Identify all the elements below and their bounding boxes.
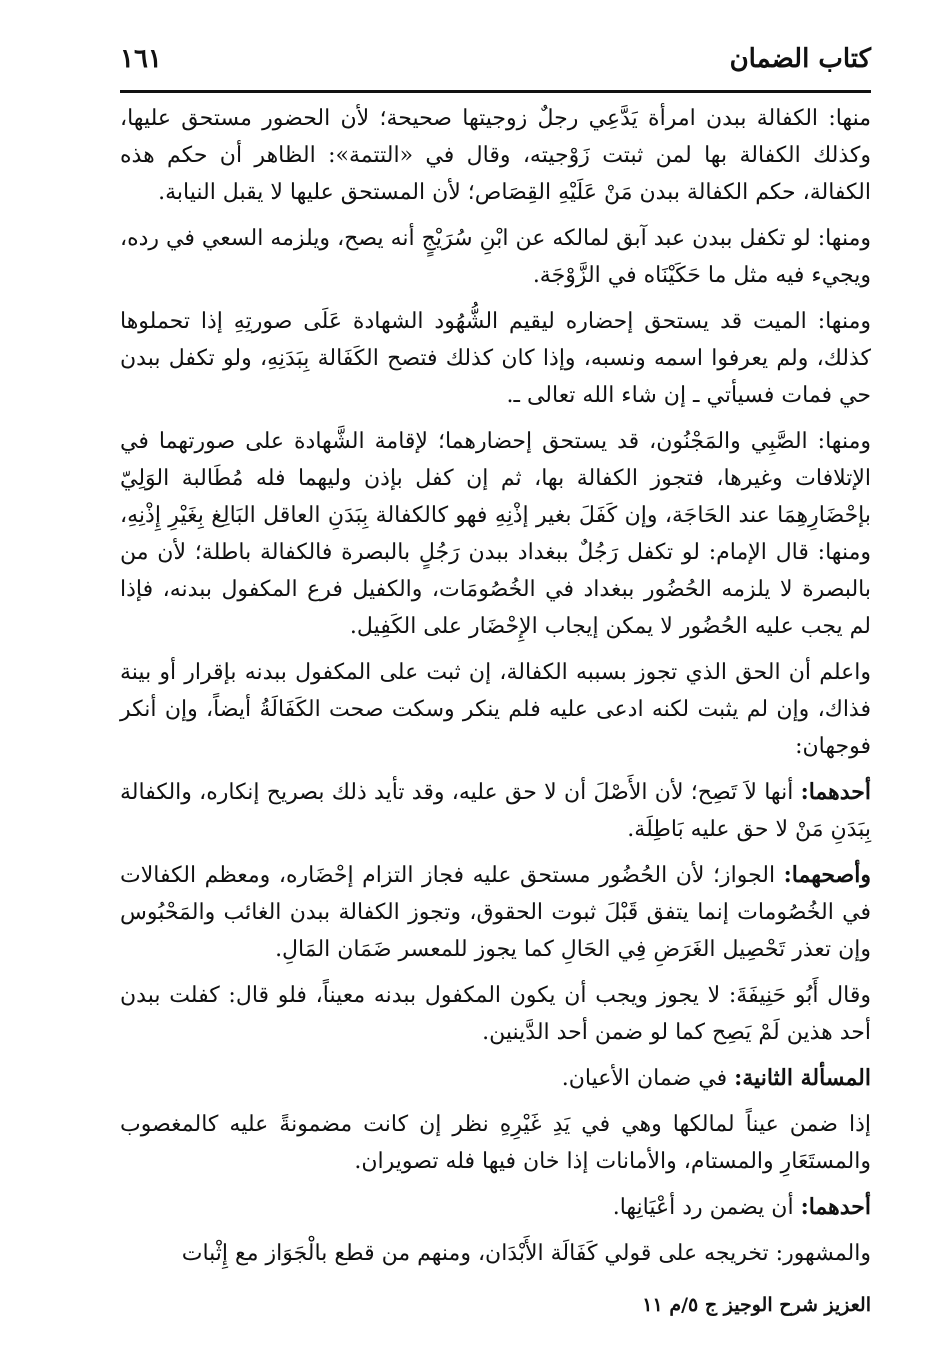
paragraph-text: منها: الكفالة ببدن امرأة يَدَّعِي رجلٌ زوجيتها صحيحة؛ لأن الحضور مستحق عليها، وكذلك الكفالة بها لمن ثبتت زَوْجيته، وقال في «التتمة»: الظاهر أن حكم هذه الكفالة، حكم الكفالة ببدن مَنْ عَلَيْهِ القِصَاص؛ لأن المستحق عليها لا يقبل النيابة. <box>120 106 871 205</box>
paragraph <box>120 1189 871 1226</box>
paragraph <box>120 303 871 414</box>
paragraph-lead: المسألة الثانية: <box>734 1065 871 1091</box>
footer-signature: العزيز شرح الوجيز ج ٥/م ١١ <box>642 1294 871 1316</box>
paragraph <box>120 654 871 765</box>
header-rule <box>120 90 871 93</box>
paragraph <box>120 1060 871 1097</box>
paragraph-lead: أحدهما: <box>800 779 871 805</box>
paragraph <box>120 423 871 645</box>
paragraph <box>120 220 871 294</box>
paragraph-text: ومنها: لو تكفل ببدن عبد آبق لمالكه عن ابْنِ سُرَيْجٍ أنه يصح، ويلزمه السعي في رده، ويجيء فيه مثل ما حَكَيْنَاه في الزَّوْجَة. <box>120 226 871 288</box>
paragraph-text: ومنها: الصَّبِي والمَجْنُون، قد يستحق إحضارهما؛ لإقامة الشَّهادة على صورتهما في الإتلافات وغيرها، فتجوز الكفالة بها، ثم إن كفل بإذن وليهما فله مُطَالبة الوَلِيّ بإحْضَارِهِمَا عند الحَاجَة، وإن كَفَلَ بغير إذْنِهِ فهو كالكفالة بِبَدَنِ العاقل البَالِغ بِغَيْرِ إِذْنِهِ، ومنها: قال الإمام: لو تكفل رَجُلٌ ببغداد ببدن رَجُلٍ بالبصرة فالكفالة باطلة؛ لأن من بالبصرة لا يلزمه الحُضُور ببغداد في الخُصُومَات، والكفيل فرع المكفول ببدنه، فإذا لم يجب عليه الحُضُور لا يمكن إيجاب الإِحْضَار على الكَفِيل. <box>120 429 871 639</box>
paragraph-text: الجواز؛ لأن الحُضُور مستحق عليه فجاز التزام إحْضَاره، ومعظم الكفالات في الخُصُومات إنما يتفق قَبْلَ ثبوت الحقوق، وتجوز الكفالة ببدن الغائب والمَحْبُوس وإن تعذر تَحْصِيل الغَرَضِ فِي الحَالِ كما يجوز للمعسر ضَمَان المَالِ. <box>120 863 871 962</box>
paragraph <box>120 1106 871 1180</box>
paragraph-text: وقال أَبُو حَنِيفَةَ: لا يجوز ويجب أن يكون المكفول ببدنه معيناً، فلو قال: كفلت ببدن أحد هذين لَمْ يَصِح كما لو ضمن أحد الدَّينين. <box>120 983 871 1045</box>
paragraph <box>120 100 871 211</box>
paragraph <box>120 1235 871 1272</box>
page-header <box>120 38 871 90</box>
paragraph <box>120 977 871 1051</box>
paragraph <box>120 857 871 968</box>
paragraph-lead: أحدهما: <box>800 1194 871 1220</box>
page-number: ١٦١ <box>120 44 162 74</box>
chapter-title: كتاب الضمان <box>729 44 871 74</box>
paragraph-text: إذا ضمن عيناً لمالكها وهي في يَدِ غَيْرِهِ نظر إن كانت مضمونةً عليه كالمغصوب والمستَعَارِ والمستام، والأمانات إذا خان فيها فله تصويران. <box>120 1112 871 1174</box>
paragraph-text: أن يضمن رد أعْيَانِها. <box>612 1195 794 1220</box>
paragraph-lead: وأصحهما: <box>783 862 871 888</box>
paragraph-text: والمشهور: تخريجه على قولي كَفَالَة الأَبْدَان، ومنهم من قطع بالْجَوَاز مع إِثْبات <box>181 1241 871 1266</box>
page-footer <box>120 1290 871 1326</box>
paragraph-text: في ضمان الأعيان. <box>561 1066 728 1091</box>
page-body <box>120 100 871 1281</box>
paragraph-text: أنها لاَ تَصِح؛ لأن الأَصْلَ أن لا حق عليه، وقد تأيد ذلك بصريح إنكاره، والكفالة بِبَدَنِ مَنْ لا حق عليه بَاطِلَة. <box>120 780 871 842</box>
paragraph-text: ومنها: الميت قد يستحق إحضاره ليقيم الشُّهُود الشهادة عَلَى صورتِهِ إذا تحملوها كذلك، ولم يعرفوا اسمه ونسبه، وإذا كان كذلك فتصح الكَفَالة بِبَدَنِهِ، ولو تكفل ببدن حي فمات فسيأتي ـ إن شاء الله تعالى ـ. <box>120 309 871 408</box>
paragraph-text: واعلم أن الحق الذي تجوز بسببه الكفالة، إن ثبت على المكفول ببدنه بإقرار أو بينة فذاك، وإن لم يثبت لكنه ادعى عليه فلم ينكر وسكت صحت الكَفَالَةُ أيضاً، وإن أنكر فوجهان: <box>120 660 871 759</box>
paragraph <box>120 774 871 848</box>
